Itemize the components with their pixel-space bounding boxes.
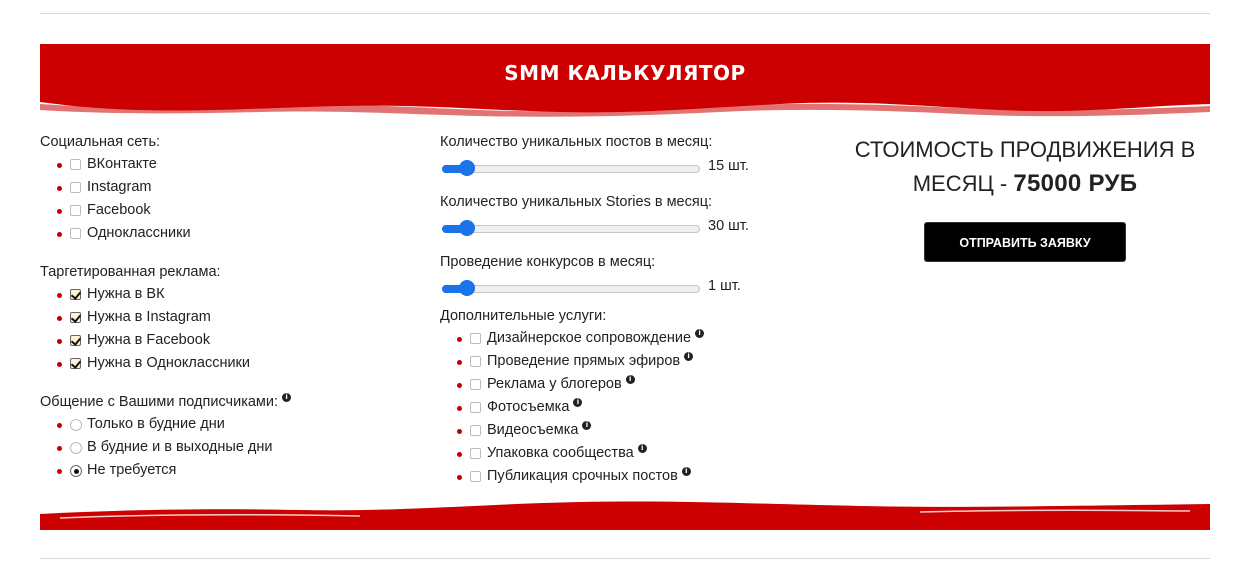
social-network-list	[40, 153, 400, 245]
slider-track[interactable]	[442, 285, 700, 293]
bullet-icon	[57, 316, 62, 321]
checkbox[interactable]	[70, 159, 81, 170]
extras-list	[440, 327, 820, 488]
extra-option-bloggers[interactable]	[440, 373, 820, 396]
info-icon[interactable]: i	[682, 467, 691, 476]
bullet-icon	[57, 232, 62, 237]
bottom-divider	[40, 558, 1210, 559]
option-label: Instagram	[87, 179, 152, 195]
contests-slider-value: 1 шт.	[708, 278, 741, 294]
extra-option-video[interactable]	[440, 419, 820, 442]
info-icon[interactable]: i	[282, 393, 291, 402]
bullet-icon	[57, 362, 62, 367]
price-caption-line1: СТОИМОСТЬ ПРОДВИЖЕНИЯ В	[854, 137, 1196, 162]
option-label: В будние и в выходные дни	[87, 439, 273, 455]
targeting-label: Таргетированная реклама:	[40, 264, 221, 280]
bullet-icon	[457, 452, 462, 457]
slider-thumb[interactable]	[459, 160, 475, 176]
option-label: ВКонтакте	[87, 156, 157, 172]
targeting-option-instagram[interactable]	[40, 306, 400, 329]
info-icon[interactable]: i	[638, 444, 647, 453]
bullet-icon	[57, 163, 62, 168]
checkbox-checked[interactable]	[70, 289, 81, 300]
contests-slider[interactable]	[440, 273, 820, 312]
bullet-icon	[457, 337, 462, 342]
stories-slider[interactable]	[440, 213, 820, 252]
option-label: Видеосъемка	[487, 422, 579, 438]
checkbox-checked[interactable]	[70, 335, 81, 346]
info-icon[interactable]: i	[695, 329, 704, 338]
checkbox[interactable]	[470, 356, 481, 367]
info-icon[interactable]: i	[684, 352, 693, 361]
radio-button-selected[interactable]	[70, 465, 82, 477]
option-label: Не требуется	[87, 462, 177, 478]
option-label: Только в будние дни	[87, 416, 225, 432]
bullet-icon	[457, 475, 462, 480]
bullet-icon	[57, 446, 62, 451]
top-divider	[40, 13, 1210, 14]
social-option-facebook[interactable]	[40, 199, 400, 222]
bullet-icon	[57, 469, 62, 474]
option-label: Одноклассники	[87, 225, 191, 241]
extra-option-design[interactable]	[440, 327, 820, 350]
checkbox[interactable]	[470, 379, 481, 390]
option-label: Проведение прямых эфиров	[487, 353, 681, 369]
targeting-list	[40, 283, 400, 375]
communication-list	[40, 413, 400, 482]
extras-label: Дополнительные услуги:	[440, 308, 607, 324]
slider-thumb[interactable]	[459, 280, 475, 296]
slider-thumb[interactable]	[459, 220, 475, 236]
bullet-icon	[57, 186, 62, 191]
price-summary	[840, 133, 1210, 201]
checkbox-checked[interactable]	[70, 312, 81, 323]
extra-option-photo[interactable]	[440, 396, 820, 419]
communication-label	[40, 392, 400, 413]
checkbox[interactable]	[70, 205, 81, 216]
extra-option-urgent-posts[interactable]	[440, 465, 820, 488]
communication-label-text: Общение с Вашими подписчиками:	[40, 394, 279, 410]
posts-slider-label: Количество уникальных постов в месяц:	[440, 134, 713, 150]
options-column-middle	[440, 132, 820, 488]
posts-slider-value: 15 шт.	[708, 158, 749, 174]
social-option-vk[interactable]	[40, 153, 400, 176]
option-label: Нужна в Facebook	[87, 332, 211, 348]
extra-option-packaging[interactable]	[440, 442, 820, 465]
stories-slider-value: 30 шт.	[708, 218, 749, 234]
price-caption-prefix: МЕСЯЦ -	[912, 171, 1014, 196]
option-label: Facebook	[87, 202, 151, 218]
bullet-icon	[457, 360, 462, 365]
bullet-icon	[57, 339, 62, 344]
slider-track[interactable]	[442, 225, 700, 233]
price-amount: 75000 РУБ	[1013, 170, 1138, 197]
bullet-icon	[57, 293, 62, 298]
checkbox[interactable]	[70, 228, 81, 239]
checkbox[interactable]	[470, 448, 481, 459]
targeting-option-facebook[interactable]	[40, 329, 400, 352]
contests-slider-label: Проведение конкурсов в месяц:	[440, 254, 656, 270]
social-network-label: Социальная сеть:	[40, 134, 161, 150]
radio-button[interactable]	[70, 442, 82, 454]
social-option-instagram[interactable]	[40, 176, 400, 199]
communication-option-weekdays[interactable]	[40, 413, 400, 436]
footer-banner	[40, 496, 1210, 530]
options-column-left	[40, 132, 400, 482]
radio-button[interactable]	[70, 419, 82, 431]
slider-track[interactable]	[442, 165, 700, 173]
bullet-icon	[57, 423, 62, 428]
posts-slider[interactable]	[440, 153, 820, 192]
social-option-ok[interactable]	[40, 222, 400, 245]
info-icon[interactable]: i	[573, 398, 582, 407]
calculator-title: SMM КАЛЬКУЛЯТОР	[504, 61, 746, 85]
communication-option-all-days[interactable]	[40, 436, 400, 459]
option-label: Фотосъемка	[487, 399, 570, 415]
option-label: Дизайнерское сопровождение	[487, 330, 692, 346]
option-label: Упаковка сообщества	[487, 445, 634, 461]
option-label: Нужна в Instagram	[87, 309, 211, 325]
checkbox[interactable]	[470, 402, 481, 413]
targeting-option-vk[interactable]	[40, 283, 400, 306]
bullet-icon	[457, 383, 462, 388]
price-caption-line2	[840, 167, 1210, 201]
checkbox[interactable]	[470, 333, 481, 344]
checkbox[interactable]	[470, 425, 481, 436]
checkbox-checked[interactable]	[70, 358, 81, 369]
communication-option-none[interactable]	[40, 459, 400, 482]
option-label: Публикация срочных постов	[487, 468, 678, 484]
option-label: Нужна в ВК	[87, 286, 165, 302]
info-icon[interactable]: i	[582, 421, 591, 430]
submit-request-button[interactable]: ОТПРАВИТЬ ЗАЯВКУ	[924, 222, 1126, 262]
bullet-icon	[57, 209, 62, 214]
bullet-icon	[457, 429, 462, 434]
stories-slider-label: Количество уникальных Stories в месяц:	[440, 194, 713, 210]
info-icon[interactable]: i	[626, 375, 635, 384]
checkbox[interactable]	[70, 182, 81, 193]
targeting-option-ok[interactable]	[40, 352, 400, 375]
checkbox[interactable]	[470, 471, 481, 482]
extra-option-live[interactable]	[440, 350, 820, 373]
option-label: Нужна в Одноклассники	[87, 355, 250, 371]
bullet-icon	[457, 406, 462, 411]
option-label: Реклама у блогеров	[487, 376, 622, 392]
